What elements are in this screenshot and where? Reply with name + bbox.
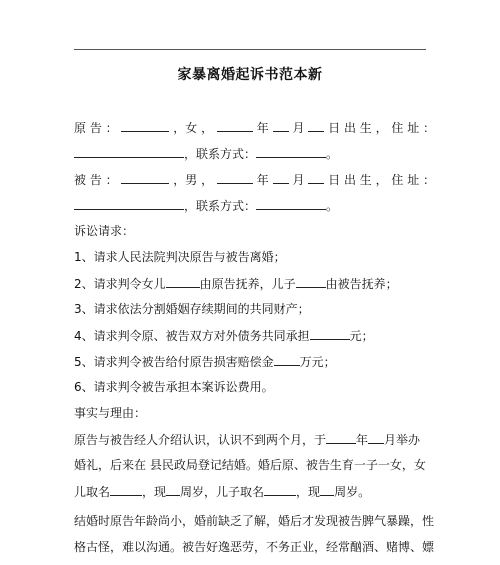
plaintiff-end: 。	[326, 147, 339, 161]
plaintiff-line	[74, 118, 434, 137]
wedding-year-blank	[326, 430, 356, 444]
facts-text: 原告与被告经人介绍认识，认识不到两个月，于	[74, 433, 327, 447]
defendant-line	[74, 170, 434, 189]
defendant-end: 。	[326, 199, 339, 213]
facts-text: 月举办	[384, 433, 421, 447]
facts-text: 年	[356, 433, 369, 447]
facts-paragraph-line	[74, 430, 434, 449]
claims-heading: 诉讼请求：	[74, 224, 135, 238]
claim-item	[74, 352, 434, 371]
plaintiff-birth-address: 日 出 生 ， 住 址 ：	[328, 121, 436, 135]
facts-text: 周岁，儿子取名	[180, 485, 265, 499]
plaintiff-month-label: 月	[292, 121, 305, 135]
defendant-address-blank	[74, 196, 184, 210]
plaintiff-gender: ，女 ，	[173, 121, 214, 135]
defendant-label: 被 告 ：	[74, 173, 118, 187]
daughter-name-blank	[110, 482, 142, 496]
facts-heading: 事实与理由：	[74, 406, 147, 420]
defendant-month-blank	[273, 170, 289, 184]
claim-item: 3、请求依法分割婚姻存续期间的共同财产；	[74, 302, 310, 316]
facts-text: 周岁。	[334, 485, 371, 499]
defendant-name-blank	[121, 170, 169, 184]
claim-item	[74, 274, 434, 293]
claim-4-text-2: 元；	[349, 329, 374, 343]
facts-paragraph-line: 婚礼，后来在 县民政局登记结婚。婚后原、被告生育一子一女，女	[74, 458, 426, 472]
defendant-contact-line	[74, 196, 434, 215]
plaintiff-year-blank	[217, 118, 253, 132]
son-blank	[296, 274, 326, 288]
claim-5-text: 5、请求判令被告给付原告损害赔偿金	[74, 355, 274, 369]
facts-text: 儿取名	[74, 485, 111, 499]
son-name-blank	[264, 482, 296, 496]
plaintiff-label: 原 告 ：	[74, 121, 118, 135]
facts-paragraph-line	[74, 482, 434, 501]
debt-amount-blank	[310, 326, 350, 340]
defendant-contact-label: ，联系方式：	[184, 199, 257, 213]
plaintiff-contact-label: ，联系方式：	[184, 147, 257, 161]
plaintiff-month-blank	[273, 118, 289, 132]
plaintiff-day-blank	[308, 118, 324, 132]
defendant-day-blank	[308, 170, 324, 184]
defendant-month-label: 月	[292, 173, 305, 187]
claim-4-text: 4、请求判令原、被告双方对外债务共同承担	[74, 329, 310, 343]
plaintiff-contact-line	[74, 144, 434, 163]
claim-item: 1、请求人民法院判决原告与被告离婚；	[74, 250, 286, 264]
daughter-blank	[166, 274, 200, 288]
plaintiff-name-blank	[121, 118, 169, 132]
claim-item: 6、请求判令被告承担本案诉讼费用。	[74, 380, 274, 394]
plaintiff-address-blank	[74, 144, 184, 158]
claim-2-text: 2、请求判令女儿	[74, 277, 166, 291]
daughter-age-blank	[166, 482, 180, 496]
facts-paragraph-line: 格古怪，难以沟通。被告好逸恶劳，不务正业，经常酗酒、赌博、嫖	[74, 540, 435, 554]
claim-2-text-3: 由被告抚养；	[325, 277, 398, 291]
son-age-blank	[320, 482, 334, 496]
claim-item	[74, 326, 434, 345]
facts-paragraph-line: 结婚时原告年龄尚小，婚前缺乏了解，婚后才发现被告脾气暴躁，性	[74, 514, 435, 528]
damages-amount-blank	[274, 352, 300, 366]
claim-2-text-2: 由原告抚养，儿子	[199, 277, 296, 291]
facts-text: ，现	[296, 485, 321, 499]
defendant-year-label: 年	[256, 173, 269, 187]
defendant-gender: ，男 ，	[173, 173, 214, 187]
plaintiff-year-label: 年	[256, 121, 269, 135]
defendant-birth-address: 日 出 生 ， 住 址 ：	[328, 173, 436, 187]
header-rule	[74, 49, 426, 50]
plaintiff-contact-blank	[256, 144, 326, 158]
facts-text: ，现	[142, 485, 167, 499]
defendant-contact-blank	[256, 196, 326, 210]
wedding-month-blank	[368, 430, 384, 444]
claim-5-text-2: 万元；	[299, 355, 336, 369]
document-title: 家暴离婚起诉书范本新	[177, 67, 323, 83]
defendant-year-blank	[217, 170, 253, 184]
